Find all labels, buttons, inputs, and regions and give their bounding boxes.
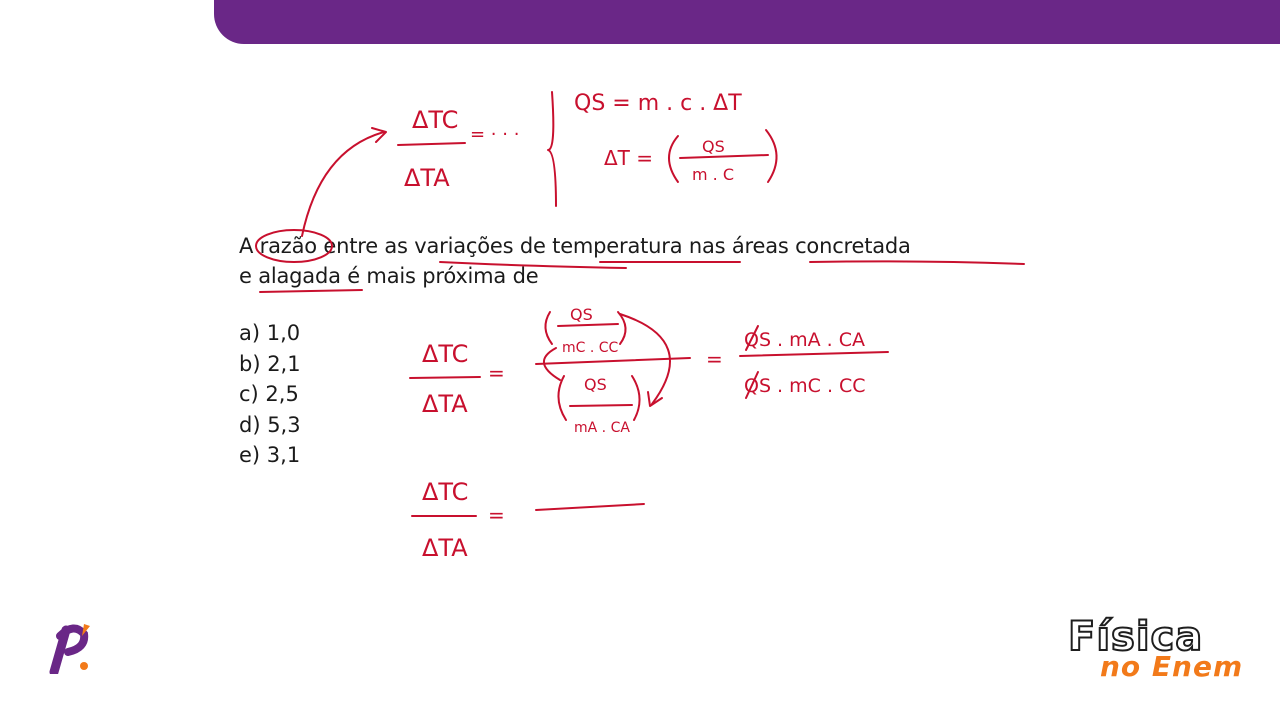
top-equals: = · · · [470, 124, 520, 145]
brand-title: Física [1068, 614, 1204, 660]
frac-bot-paren-right [632, 376, 640, 420]
eq2: = [706, 347, 723, 371]
p-logo-icon [44, 618, 98, 674]
frac-main-bar [536, 358, 690, 364]
bottom-equals: = [488, 503, 505, 527]
paren-left [669, 136, 678, 182]
frac-bot-numerator: QS [584, 375, 607, 394]
delta-t-denominator: m . C [692, 165, 735, 184]
result-bar [740, 352, 888, 356]
frac-top-paren-left [545, 312, 552, 344]
bottom-ratio-numerator: ΔTC [422, 478, 469, 506]
mid-equals: = [488, 361, 505, 385]
frac-top-numerator: QS [570, 305, 593, 324]
brand-subtitle: no Enem [1100, 650, 1244, 683]
arrow-from-razao [302, 132, 384, 236]
result-denominator: QS . mC . CC [744, 375, 866, 397]
mid-ratio-numerator: ΔTC [422, 340, 469, 368]
cancel-bottom [746, 372, 758, 398]
cancel-top [746, 326, 758, 350]
delta-t-numerator: QS [702, 137, 725, 156]
arrow-head-1 [372, 128, 386, 142]
question-text [239, 231, 1039, 291]
header-bar [214, 0, 1280, 44]
option-c[interactable]: c) 2,5 [239, 382, 299, 406]
bottom-result-line [536, 504, 644, 510]
top-ratio-numerator: ΔTC [412, 106, 459, 134]
top-ratio-bar [398, 143, 465, 145]
brand-logo [1066, 616, 1246, 686]
question-line-2: e alagada é mais próxima de [239, 264, 539, 288]
heat-formula: QS = m . c . ΔT [574, 91, 742, 116]
option-d[interactable]: d) 5,3 [239, 412, 301, 437]
top-ratio-denominator: ΔTA [404, 164, 450, 192]
result-numerator: QS . mA . CA [744, 329, 866, 351]
option-b[interactable]: b) 2,1 [239, 351, 301, 376]
option-e[interactable]: e) 3,1 [239, 443, 301, 467]
paren-right [766, 130, 777, 182]
mid-ratio-denominator: ΔTA [422, 390, 468, 418]
mid-ratio-bar [410, 377, 480, 378]
frac-bot-denominator: mA . CA [574, 420, 630, 436]
frac-bot-bar [570, 405, 632, 406]
frac-top-bar [558, 324, 618, 326]
brace [548, 92, 556, 206]
delta-t-bar [680, 155, 768, 158]
frac-top-denominator: mC . CC [562, 340, 619, 356]
option-a[interactable]: a) 1,0 [239, 321, 301, 345]
frac-top-paren-right [618, 312, 626, 344]
frac-bot-paren-left [558, 376, 566, 420]
swap-arrow-left [544, 348, 560, 380]
question-line-1: A razão entre as variações de temperatura nas áreas concretada [239, 234, 911, 258]
delta-t-label: ΔT = [604, 146, 654, 170]
bottom-ratio-denominator: ΔTA [422, 534, 468, 562]
answer-options [239, 318, 301, 471]
arrow-head-2 [648, 392, 662, 406]
swap-arrow-right [620, 314, 670, 404]
